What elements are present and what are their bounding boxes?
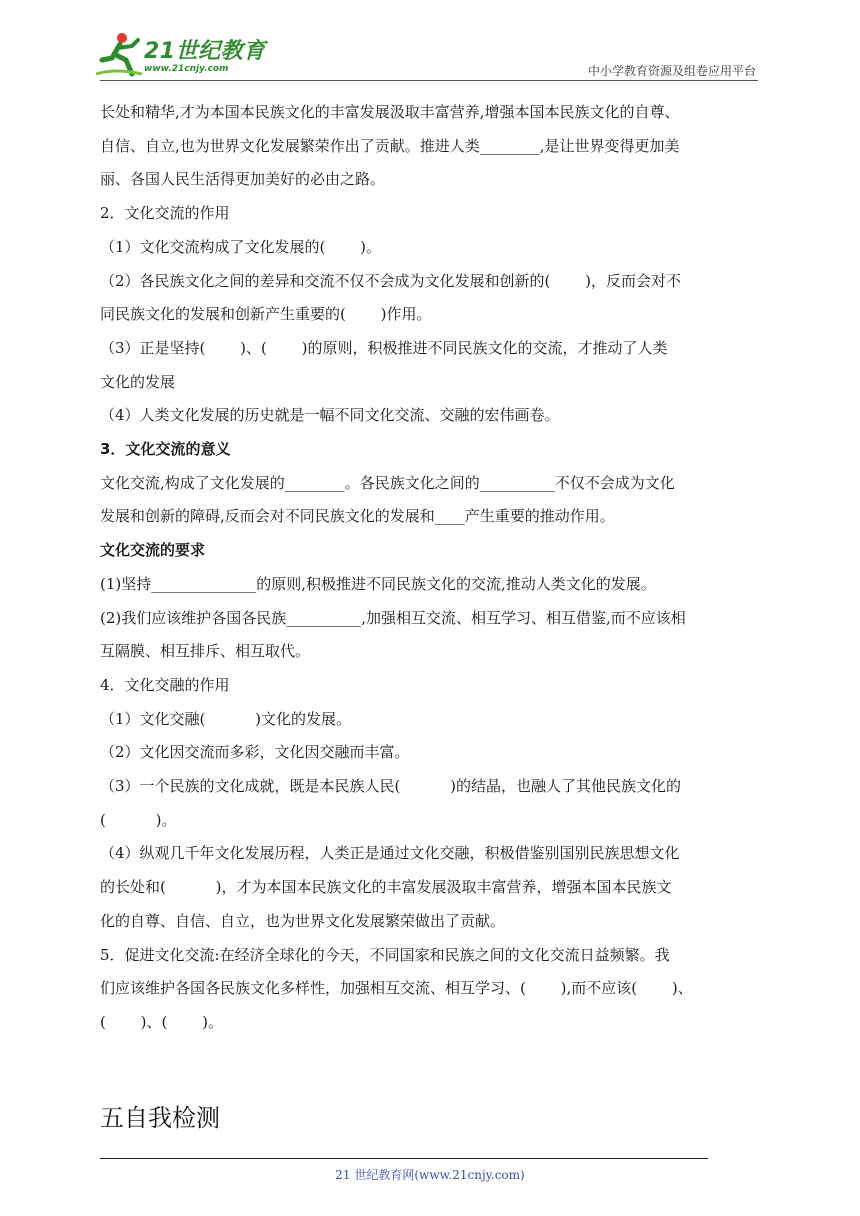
text-line: 5．促进文化交流:在经济全球化的今天，不同国家和民族之间的文化交流日益频繁。我 [100, 945, 670, 964]
text-line: (1)坚持______________的原则,积极推进不同民族文化的交流,推动人类文化的发展。 [100, 574, 656, 593]
runner-logo-icon [92, 30, 148, 82]
text-line: （4）纵观几千年文化发展历程，人类正是通过文化交融，积极借鉴别国别民族思想文化 [100, 844, 680, 863]
text-line: 化的自尊、自信、自立，也为世界文化发展繁荣做出了贡献。 [100, 911, 506, 930]
text-line: 文化交流,构成了文化发展的________。各民族文化之间的__________不仅不会成为文化 [100, 473, 675, 492]
logo-url: www.21cnjy.com [144, 64, 229, 74]
text-line: ( )。 [100, 810, 177, 829]
footer-divider [100, 1158, 708, 1159]
text-line: 4．文化交融的作用 [100, 675, 230, 694]
text-line: 同民族文化的发展和创新产生重要的( )作用。 [100, 305, 432, 324]
text-line: ( )、( )。 [100, 1012, 223, 1031]
text-line: 长处和精华,才为本国本民族文化的丰富发展汲取丰富营养,增强本国本民族文化的自尊、 [100, 103, 680, 121]
text-line: 文化的发展 [100, 372, 176, 391]
site-logo[interactable] [92, 30, 267, 82]
text-line: 文化交流的要求 [100, 541, 206, 560]
text-line: 自信、自立,也为世界文化发展繁荣作出了贡献。推进人类________,是让世界变得更加美 [100, 136, 680, 155]
logo-name: 21世纪教育 [144, 39, 266, 64]
text-line: （4）人类文化发展的历史就是一幅不同文化交流、交融的宏伟画卷。 [100, 406, 560, 425]
text-line: 的长处和( )，才为本国本民族文化的丰富发展汲取丰富营养，增强本国本民族文 [100, 878, 672, 897]
text-line: 2．文化交流的作用 [100, 204, 230, 223]
header-divider [100, 80, 758, 81]
text-line: （3）一个民族的文化成就，既是本民族人民( )的结晶，也融人了其他民族文化的 [100, 777, 682, 796]
platform-name: 中小学教育资源及组卷应用平台 [587, 64, 756, 78]
text-line: 发展和创新的障碍,反而会对不同民族文化的发展和____产生重要的推动作用。 [100, 507, 615, 526]
footer-text[interactable]: 21 世纪教育网(www.21cnjy.com) [335, 1168, 525, 1182]
text-line: （3）正是坚持( )、( )的原则，积极推进不同民族文化的交流，才推动了人类 [100, 338, 668, 357]
text-line: 丽、各国人民生活得更加美好的必由之路。 [100, 170, 386, 189]
section-title: 五自我检测 [100, 1104, 220, 1132]
text-line: （2）文化因交流而多彩，文化因交融而丰富。 [100, 743, 410, 762]
text-line: （2）各民族文化之间的差异和交流不仅不会成为文化发展和创新的( )，反而会对不 [100, 271, 682, 290]
text-line: 3．文化交流的意义 [100, 440, 231, 459]
text-line: 互隔膜、相互排斥、相互取代。 [100, 642, 311, 661]
text-line: （1）文化交流构成了文化发展的( )。 [100, 237, 382, 256]
text-line: (2)我们应该维护各国各民族__________,加强相互交流、相互学习、相互借鉴,而不应该相 [100, 608, 686, 627]
document-body [100, 96, 764, 1040]
page-header [0, 0, 860, 92]
text-line: 们应该维护各国各民族文化多样性，加强相互交流、相互学习、( ),而不应该( )、 [100, 979, 693, 998]
text-line: （1）文化交融( )文化的发展。 [100, 709, 352, 728]
